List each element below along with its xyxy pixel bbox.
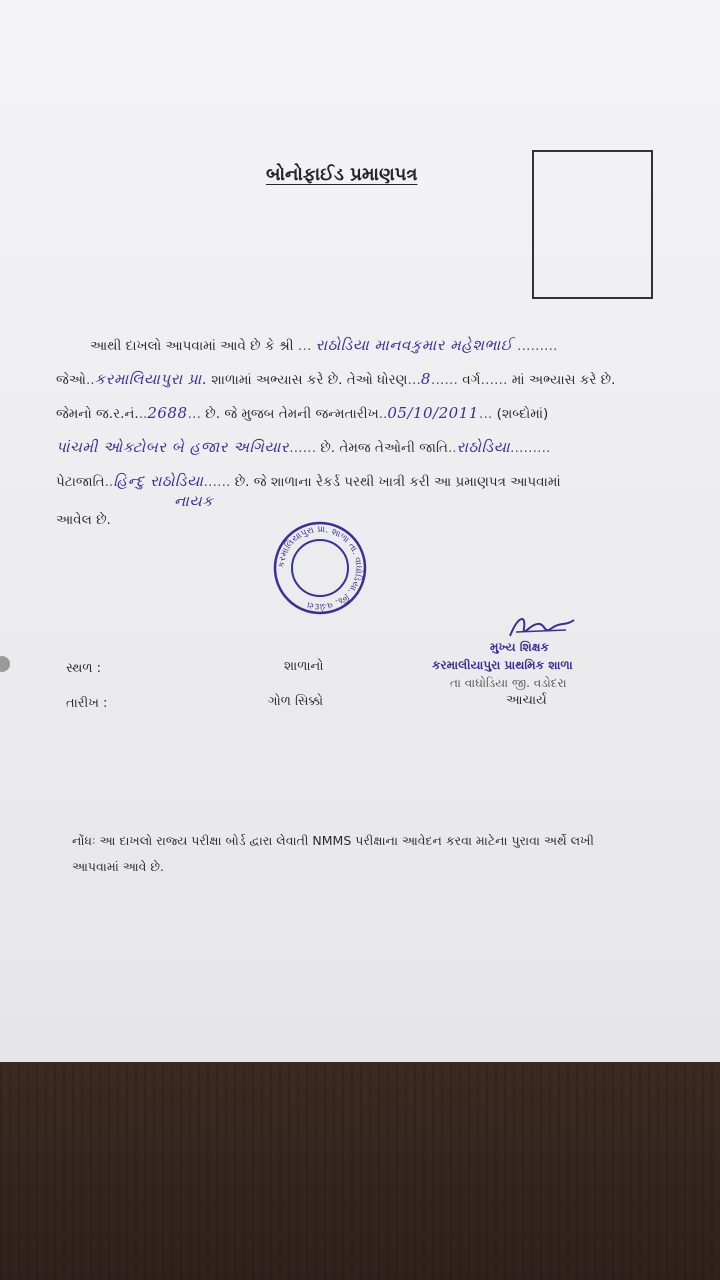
caste: રાઠોડિયા (456, 438, 511, 456)
principal-signature (506, 612, 578, 642)
stamp-school: કરમાલીયાપુરા પ્રાથમિક શાળા (432, 658, 573, 672)
line-6: આવેલ છે. (56, 512, 111, 528)
birth-date-words: પાંચમી ઓક્ટોબર બે હજાર અગિયાર (56, 438, 290, 456)
stamp-place: તા વાઘોડિયા જી. વડોદરા (450, 676, 567, 690)
stamp-title: મુખ્ય શિક્ષક (490, 640, 549, 654)
register-no: 2688 (147, 404, 188, 422)
principal-label: આચાર્ય (506, 693, 547, 708)
student-name: રાઠોડિયા માનવકુમાર મહેશભાઈ (315, 336, 513, 354)
school-name: કરમાલિયાપુરા પ્રા. (94, 370, 207, 388)
line-5: પેટાજાતિ..હિન્દુ રાઠોડિયા…… છે. જે શાળાના રેકર્ડ પરથી ખાત્રી કરી આ પ્રમાણપત્ર આપવામાં (56, 472, 561, 490)
footer-note: નોંધઃ આ દાખલો રાજ્ય પરીક્ષા બોર્ડ દ્વારા લેવાતી NMMS પરીક્ષાના આવેદન કરવા માટેના પુરાવા અર્થે લખી આપવામાં આવે છે. (72, 833, 594, 874)
place-label: સ્થળ : (66, 661, 102, 676)
line2-prefix: જેઓ (56, 372, 86, 388)
line-1: આથી દાખલો આપવામાં આવે છે કે શ્રી … રાઠોડિયા માનવકુમાર મહેશભાઈ ……… (90, 336, 558, 354)
round-seal (272, 520, 368, 616)
line-2: જેઓ..કરમાલિયાપુરા પ્રા. શાળામાં અભ્યાસ કરે છે. તેઓ ધોરણ…8…… વર્ગ…… માં અભ્યાસ કરે છે. (56, 370, 616, 388)
line4-mid: છે. તેમજ તેઓની જાતિ (320, 440, 448, 456)
line-3: જેમનો જ.ર.નં...2688… છે. જે મુજબ તેમની જન્મતારીખ..05/10/2011… (શબ્દોમાં) (56, 404, 549, 422)
line3-suffix: (શબ્દોમાં) (496, 406, 549, 422)
line2-suffix: માં અભ્યાસ કરે છે. (511, 372, 616, 388)
line5-prefix: પેટાજાતિ (56, 474, 105, 490)
date-label: તારીખ : (66, 696, 108, 711)
seal-text: કરમાલિયાપુરા પ્રા. શાળા તા. વાઘોડિયા. જિ. વડોદરા (276, 524, 364, 612)
line3-mid: છે. જે મુજબ તેમની જન્મતારીખ (205, 406, 379, 422)
photo-box (532, 150, 653, 299)
wooden-table-background (0, 1062, 720, 1280)
standard: 8 (420, 370, 431, 388)
punch-hole (0, 656, 10, 672)
round-seal-label: ગોળ સિક્કો (268, 694, 324, 709)
birth-date: 05/10/2011 (387, 404, 479, 422)
line2-class: વર્ગ (462, 372, 481, 388)
sub-caste: હિન્દુ રાઠોડિયા (113, 472, 204, 490)
line-4: પાંચમી ઓક્ટોબર બે હજાર અગિયાર…… છે. તેમજ તેઓની જાતિ..રાઠોડિયા……… (56, 438, 551, 456)
line2-mid: શાળામાં અભ્યાસ કરે છે. તેઓ ધોરણ (211, 372, 408, 388)
line5-suffix: છે. જે શાળાના રેકર્ડ પરથી ખાત્રી કરી આ પ્રમાણપત્ર આપવામાં (234, 474, 561, 490)
line3-prefix: જેમનો જ.ર.નં. (56, 406, 139, 422)
line1-prefix: આથી દાખલો આપવામાં આવે છે કે શ્રી (90, 338, 294, 354)
school-seal-label: શાળાનો (284, 659, 324, 674)
sub-caste-2: નાયક (174, 492, 214, 510)
certificate-title: બોનોફાઈડ પ્રમાણપત્ર (266, 164, 418, 185)
